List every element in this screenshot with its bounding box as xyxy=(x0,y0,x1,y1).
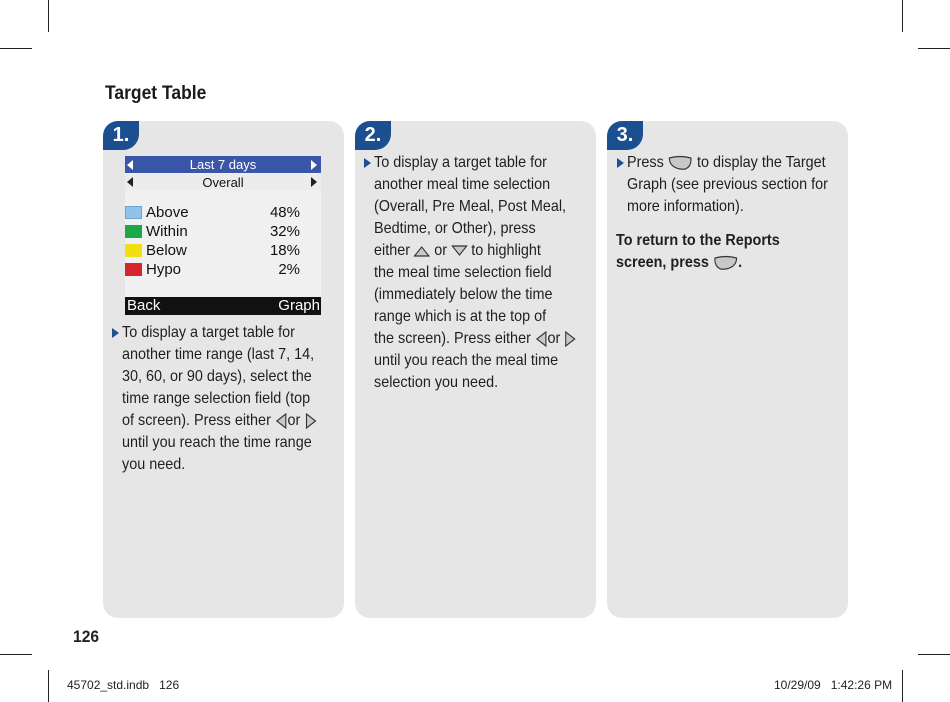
text-line: until you reach the meal time xyxy=(374,352,559,369)
meal-time-label: Overall xyxy=(202,174,244,190)
below-swatch xyxy=(125,244,142,257)
right-arrow-icon xyxy=(311,160,317,170)
text-span: to highlight xyxy=(471,242,541,259)
up-arrow-button-icon xyxy=(414,245,430,257)
text-line: Graph (see previous section for xyxy=(627,176,828,193)
back-soft-key[interactable]: Back xyxy=(127,297,161,314)
text-line: the meal time selection field xyxy=(374,264,552,281)
graph-soft-key[interactable]: Graph xyxy=(278,297,320,314)
text-span: Press xyxy=(627,154,664,171)
text-line: you need. xyxy=(122,456,186,473)
slug-left xyxy=(67,678,179,692)
right-arrow-button-icon xyxy=(304,413,317,429)
crop-mark xyxy=(0,48,32,49)
crop-mark xyxy=(48,0,49,32)
row-label: Within xyxy=(146,223,188,240)
above-swatch xyxy=(125,206,142,219)
slug-page: 126 xyxy=(159,678,180,692)
table-row xyxy=(125,204,321,223)
left-arrow-icon xyxy=(127,177,133,187)
text-line xyxy=(627,152,839,174)
within-swatch xyxy=(125,225,142,238)
text-line: To return to the Reports xyxy=(616,232,780,249)
row-percent: 32% xyxy=(269,223,300,240)
slug-right xyxy=(774,678,892,692)
crop-mark xyxy=(918,654,950,655)
crop-mark xyxy=(48,670,49,702)
bullet-icon xyxy=(617,158,624,168)
text-line: another time range (last 7, 14, xyxy=(122,346,315,363)
row-percent: 2% xyxy=(278,261,300,278)
table-row xyxy=(125,223,321,242)
step-number: 1. xyxy=(103,121,139,150)
left-arrow-button-icon xyxy=(275,413,288,429)
soft-key-bar xyxy=(125,297,321,315)
page-number: 126 xyxy=(73,627,100,646)
meter-screen xyxy=(125,156,321,315)
text-line: selection you need. xyxy=(374,374,499,391)
slug-file: 45702_std.indb xyxy=(67,678,150,692)
step-number: 3. xyxy=(607,121,643,150)
text-span: or xyxy=(547,330,561,347)
row-label: Above xyxy=(146,204,189,221)
text-span: the screen). Press either xyxy=(374,330,531,347)
crop-mark xyxy=(918,48,950,49)
down-arrow-button-icon xyxy=(451,245,467,257)
bullet-icon xyxy=(112,328,119,338)
right-soft-key-icon xyxy=(668,155,693,171)
text-line: (Overall, Pre Meal, Post Meal, xyxy=(374,198,567,215)
text-span: either xyxy=(374,242,411,259)
row-percent: 48% xyxy=(269,204,300,221)
slug-date: 10/29/09 xyxy=(774,678,821,692)
text-line: range which is at the top of xyxy=(374,308,547,325)
text-line: (immediately below the time xyxy=(374,286,553,303)
text-span: . xyxy=(738,254,743,271)
page-title: Target Table xyxy=(105,83,207,104)
slug-time: 1:42:26 PM xyxy=(830,678,893,692)
text-line: To display a target table for xyxy=(122,324,295,341)
text-line: until you reach the time range xyxy=(122,434,312,451)
left-soft-key-icon xyxy=(713,255,738,271)
text-line: more information). xyxy=(627,198,744,215)
row-label: Below xyxy=(146,242,187,259)
text-span: to display the Target xyxy=(697,154,826,171)
text-span: of screen). Press either xyxy=(122,412,271,429)
meal-time-field[interactable] xyxy=(125,174,321,190)
left-arrow-button-icon xyxy=(535,331,548,347)
text-line: To display a target table for xyxy=(374,154,547,171)
step-1-text xyxy=(122,322,334,476)
text-span: or xyxy=(434,242,448,259)
hypo-swatch xyxy=(125,263,142,276)
crop-mark xyxy=(902,670,903,702)
table-row xyxy=(125,261,321,280)
text-line: time range selection field (top xyxy=(122,390,311,407)
time-range-label: Last 7 days xyxy=(189,157,257,172)
row-percent: 18% xyxy=(269,242,300,259)
row-label: Hypo xyxy=(146,261,182,278)
text-line xyxy=(616,252,837,274)
text-line: Bedtime, or Other), press xyxy=(374,220,536,237)
text-line: 30, 60, or 90 days), select the xyxy=(122,368,312,385)
right-arrow-button-icon xyxy=(564,331,577,347)
crop-mark xyxy=(902,0,903,32)
step-2-text xyxy=(374,152,586,394)
bullet-icon xyxy=(364,158,371,168)
crop-mark xyxy=(0,654,32,655)
step-number: 2. xyxy=(355,121,391,150)
left-arrow-icon xyxy=(127,160,133,170)
text-span: screen, press xyxy=(616,254,709,271)
text-line: another meal time selection xyxy=(374,176,551,193)
time-range-field[interactable] xyxy=(125,156,321,173)
table-row xyxy=(125,242,321,261)
text-span: or xyxy=(287,412,301,429)
step-3-text xyxy=(627,152,839,218)
step-3-return-note xyxy=(616,230,837,274)
text-line xyxy=(374,240,586,262)
text-line xyxy=(374,328,586,350)
right-arrow-icon xyxy=(311,177,317,187)
text-line xyxy=(122,410,334,432)
